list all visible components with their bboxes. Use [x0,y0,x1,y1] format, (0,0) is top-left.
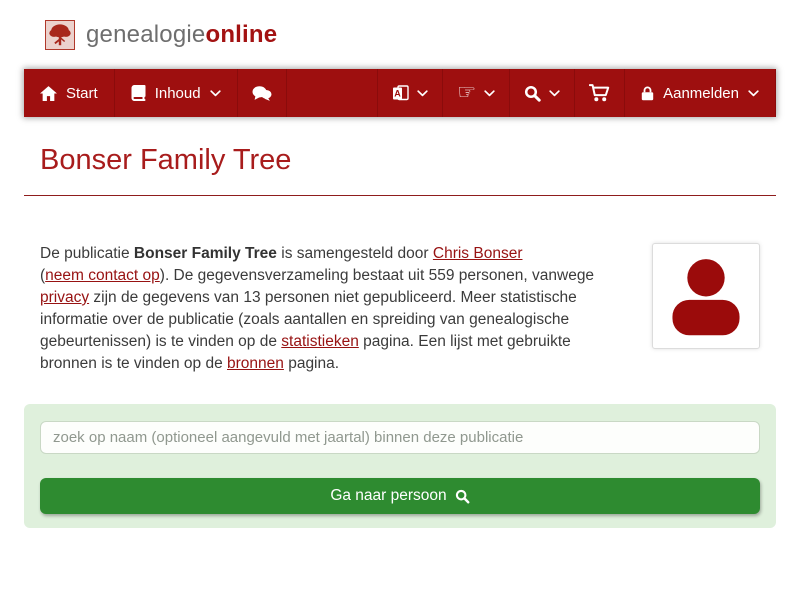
lock-icon [641,86,654,101]
cart-icon [589,84,610,102]
tree-icon [47,22,73,48]
person-search-input[interactable] [40,421,760,454]
home-icon [40,86,57,101]
publisher-avatar [652,243,760,349]
nav-spacer [287,69,378,117]
title-divider [24,195,776,196]
site-logo[interactable] [45,20,75,50]
page-title: Bonser Family Tree [40,144,292,176]
intro-text: pagina. Een lijst met gebruikte bronnen is te vinden op de [40,333,571,372]
site-header [0,0,800,69]
nav-item-inhoud[interactable] [115,69,238,117]
intro-text: ). De gegevensverzameling bestaat uit 559 personen, vanwege [159,267,595,284]
brand-title[interactable] [86,21,277,49]
link-contact[interactable]: neem contact op [45,267,160,284]
hand-point-icon: ☞ [457,79,477,104]
chevron-down-icon [549,90,560,97]
intro-text: pagina. [283,355,340,372]
publication-intro-row [40,243,760,375]
intro-text: ( [40,267,46,284]
search-icon [455,489,470,504]
comments-icon [252,85,272,102]
nav-item-cart[interactable] [575,69,625,117]
chevron-down-icon [484,90,495,97]
intro-paragraph [40,243,630,375]
link-statistieken[interactable]: statistieken [281,333,359,350]
chevron-down-icon [417,90,428,97]
link-chris-bonser[interactable]: Chris Bonser [432,245,523,262]
search-icon [524,85,541,102]
chevron-down-icon [748,90,759,97]
nav-item-comments[interactable] [238,69,287,117]
nav-login-label: Aanmelden [663,84,739,102]
nav-item-login[interactable] [625,69,776,117]
intro-text: is samengesteld door [276,245,433,262]
nav-item-recommend[interactable] [443,69,510,117]
nav-item-language[interactable] [377,69,443,117]
go-button-label: Ga naar persoon [330,487,447,504]
intro-text: zijn de gegevens van 13 personen niet gepubliceerd. Meer statistische informatie over de publicatie (zoals aantallen en spreiding van genealogische gebeurtenissen) is te vinden op de [40,289,577,350]
chevron-down-icon [210,90,221,97]
brand-genealogie: genealogie [86,20,206,48]
nav-start-label: Start [66,84,98,102]
book-icon [131,85,146,101]
link-privacy[interactable]: privacy [40,289,90,306]
language-icon [392,85,409,102]
main-content [0,144,800,528]
nav-item-start[interactable] [24,69,115,117]
search-panel [24,404,776,528]
main-nav [24,69,776,117]
svg-text:A: A [394,88,402,98]
intro-text: De publicatie [40,245,134,262]
person-icon [659,250,753,342]
nav-item-search[interactable] [510,69,575,117]
link-bronnen[interactable]: bronnen [227,355,284,372]
publication-name: Bonser Family Tree [133,245,277,262]
brand-online: online [205,20,278,48]
go-to-person-button[interactable] [40,478,760,514]
nav-inhoud-label: Inhoud [154,84,201,102]
